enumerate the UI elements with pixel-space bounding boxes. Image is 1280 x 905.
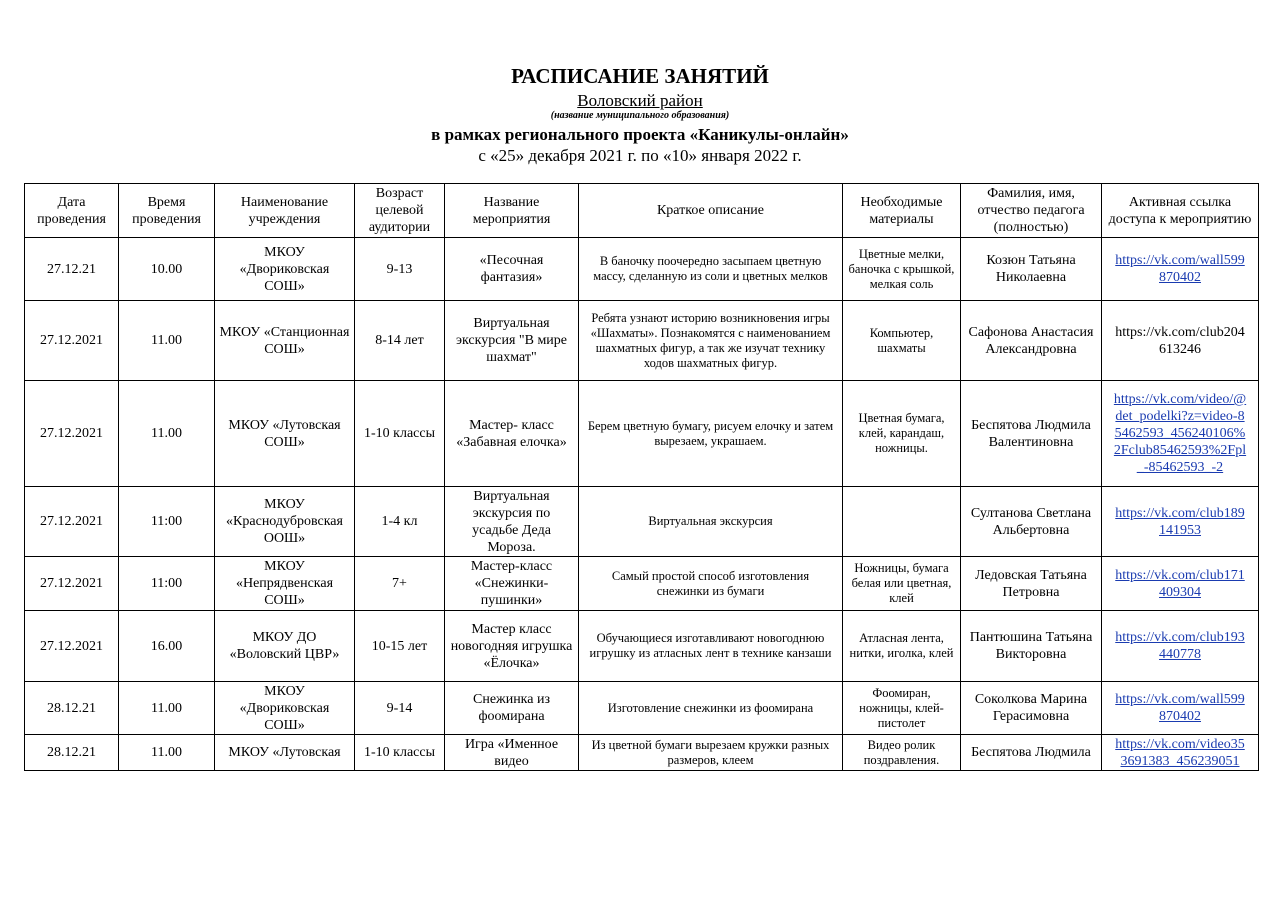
cell-materials: Ножницы, бумага белая или цветная, клей [843, 557, 961, 611]
cell-org: МКОУ «Двориковская СОШ» [215, 682, 355, 735]
cell-age: 9-14 [355, 682, 445, 735]
table-row [25, 682, 1259, 735]
table-row [25, 735, 1259, 771]
cell-event: Мастер класс новогодняя игрушка «Ёлочка» [445, 611, 579, 682]
column-header-time: Время проведения [119, 184, 215, 238]
table-row [25, 238, 1259, 301]
cell-org: МКОУ «Станционная СОШ» [215, 301, 355, 381]
cell-link-text: https://vk.com/club204613246 [1102, 301, 1259, 381]
cell-date: 27.12.2021 [25, 301, 119, 381]
event-link[interactable]: https://vk.com/wall599870402 [1115, 692, 1245, 724]
cell-time: 10.00 [119, 238, 215, 301]
cell-description: В баночку поочередно засыпаем цветную массу, сделанную из соли и цветных мелков [579, 238, 843, 301]
table-row [25, 487, 1259, 557]
cell-date: 27.12.2021 [25, 487, 119, 557]
cell-event: Виртуальная экскурсия "В мире шахмат" [445, 301, 579, 381]
column-header-age: Возраст целевой аудитории [355, 184, 445, 238]
cell-time: 11.00 [119, 682, 215, 735]
cell-materials: Видео ролик поздравления. [843, 735, 961, 771]
table-row [25, 611, 1259, 682]
table-header-row [25, 184, 1259, 238]
cell-description: Самый простой способ изготовления снежинки из бумаги [579, 557, 843, 611]
schedule-table [24, 183, 1259, 771]
cell-org: МКОУ «Краснодубровская ООШ» [215, 487, 355, 557]
column-header-org: Наименование учреждения [215, 184, 355, 238]
schedule-period: с «25» декабря 2021 г. по «10» января 2022 г. [478, 146, 802, 165]
project-name: в рамках регионального проекта «Каникулы-онлайн» [431, 125, 849, 144]
cell-event: Мастер-класс «Снежинки-пушинки» [445, 557, 579, 611]
table-row [25, 301, 1259, 381]
cell-materials: Цветные мелки, баночка с крышкой, мелкая соль [843, 238, 961, 301]
page-title: РАСПИСАНИЕ ЗАНЯТИЙ [511, 64, 769, 88]
column-header-link: Активная ссылка доступа к мероприятию [1102, 184, 1259, 238]
cell-teacher: Соколкова Марина Герасимовна [961, 682, 1102, 735]
cell-time: 11.00 [119, 301, 215, 381]
cell-teacher: Сафонова Анастасия Александровна [961, 301, 1102, 381]
cell-time: 11.00 [119, 381, 215, 487]
column-header-materials: Необходимые материалы [843, 184, 961, 238]
event-link[interactable]: https://vk.com/club171409304 [1115, 567, 1245, 600]
cell-event: «Песочная фантазия» [445, 238, 579, 301]
cell-age: 10-15 лет [355, 611, 445, 682]
column-header-teacher: Фамилия, имя, отчество педагога (полностью) [961, 184, 1102, 238]
cell-link [1102, 682, 1259, 735]
cell-event: Снежинка из фоомирана [445, 682, 579, 735]
cell-org: МКОУ «Лутовская [215, 735, 355, 771]
cell-date: 28.12.21 [25, 682, 119, 735]
cell-date: 27.12.2021 [25, 557, 119, 611]
cell-teacher: Беспятова Людмила [961, 735, 1102, 771]
table-row [25, 557, 1259, 611]
cell-materials: Компьютер, шахматы [843, 301, 961, 381]
cell-age: 8-14 лет [355, 301, 445, 381]
event-link[interactable]: https://vk.com/club193440778 [1115, 630, 1245, 662]
cell-time: 11.00 [119, 735, 215, 771]
column-header-description: Краткое описание [579, 184, 843, 238]
cell-materials: Фоомиран, ножницы, клей-пистолет [843, 682, 961, 735]
cell-org: МКОУ «Лутовская СОШ» [215, 381, 355, 487]
cell-description: Из цветной бумаги вырезаем кружки разных размеров, клеем [579, 735, 843, 771]
cell-teacher: Козюн Татьяна Николаевна [961, 238, 1102, 301]
cell-materials: Атласная лента, нитки, иголка, клей [843, 611, 961, 682]
cell-date: 27.12.21 [25, 238, 119, 301]
cell-age: 1-4 кл [355, 487, 445, 557]
event-link[interactable]: https://vk.com/club189141953 [1115, 505, 1245, 538]
event-link[interactable]: https://vk.com/wall599870402 [1115, 253, 1245, 285]
cell-age: 1-10 классы [355, 735, 445, 771]
cell-event: Игра «Именное видео [445, 735, 579, 771]
cell-date: 28.12.21 [25, 735, 119, 771]
cell-org: МКОУ ДО «Воловский ЦВР» [215, 611, 355, 682]
district-note: (название муниципального образования) [550, 110, 730, 121]
cell-materials: Цветная бумага, клей, карандаш, ножницы. [843, 381, 961, 487]
cell-teacher: Ледовская Татьяна Петровна [961, 557, 1102, 611]
cell-age: 1-10 классы [355, 381, 445, 487]
cell-description: Берем цветную бумагу, рисуем елочку и затем вырезаем, украшаем. [579, 381, 843, 487]
event-link[interactable]: https://vk.com/video/@det_podelki?z=video-85462593_456240106%2Fclub85462593%2Fpl_-85462593_-2 [1113, 392, 1247, 475]
event-link[interactable]: https://vk.com/video353691383_456239051 [1115, 736, 1245, 769]
column-header-event: Название мероприятия [445, 184, 579, 238]
cell-link [1102, 238, 1259, 301]
cell-time: 16.00 [119, 611, 215, 682]
cell-description: Изготовление снежинки из фоомирана [579, 682, 843, 735]
district-name: Воловский район [577, 91, 703, 110]
cell-teacher: Султанова Светлана Альбертовна [961, 487, 1102, 557]
cell-link [1102, 557, 1259, 611]
cell-materials [843, 487, 961, 557]
cell-description: Обучающиеся изготавливают новогоднюю игрушку из атласных лент в технике канзаши [579, 611, 843, 682]
cell-time: 11:00 [119, 557, 215, 611]
cell-link [1102, 487, 1259, 557]
cell-description: Виртуальная экскурсия [579, 487, 843, 557]
table-row [25, 381, 1259, 487]
cell-teacher: Пантюшина Татьяна Викторовна [961, 611, 1102, 682]
column-header-date: Дата проведения [25, 184, 119, 238]
cell-date: 27.12.2021 [25, 611, 119, 682]
cell-org: МКОУ «Непрядвенская СОШ» [215, 557, 355, 611]
cell-description: Ребята узнают историю возникновения игры «Шахматы». Познакомятся с наименованием шахматных фигур, а так же изучат технику ходов шахматных фигур. [579, 301, 843, 381]
cell-time: 11:00 [119, 487, 215, 557]
cell-link [1102, 735, 1259, 771]
cell-link [1102, 611, 1259, 682]
cell-age: 7+ [355, 557, 445, 611]
cell-event: Мастер- класс «Забавная елочка» [445, 381, 579, 487]
cell-teacher: Беспятова Людмила Валентиновна [961, 381, 1102, 487]
cell-event: Виртуальная экскурсия по усадьбе Деда Мороза. [445, 487, 579, 557]
cell-age: 9-13 [355, 238, 445, 301]
cell-date: 27.12.2021 [25, 381, 119, 487]
cell-org: МКОУ «Двориковская СОШ» [215, 238, 355, 301]
cell-link [1102, 381, 1259, 487]
